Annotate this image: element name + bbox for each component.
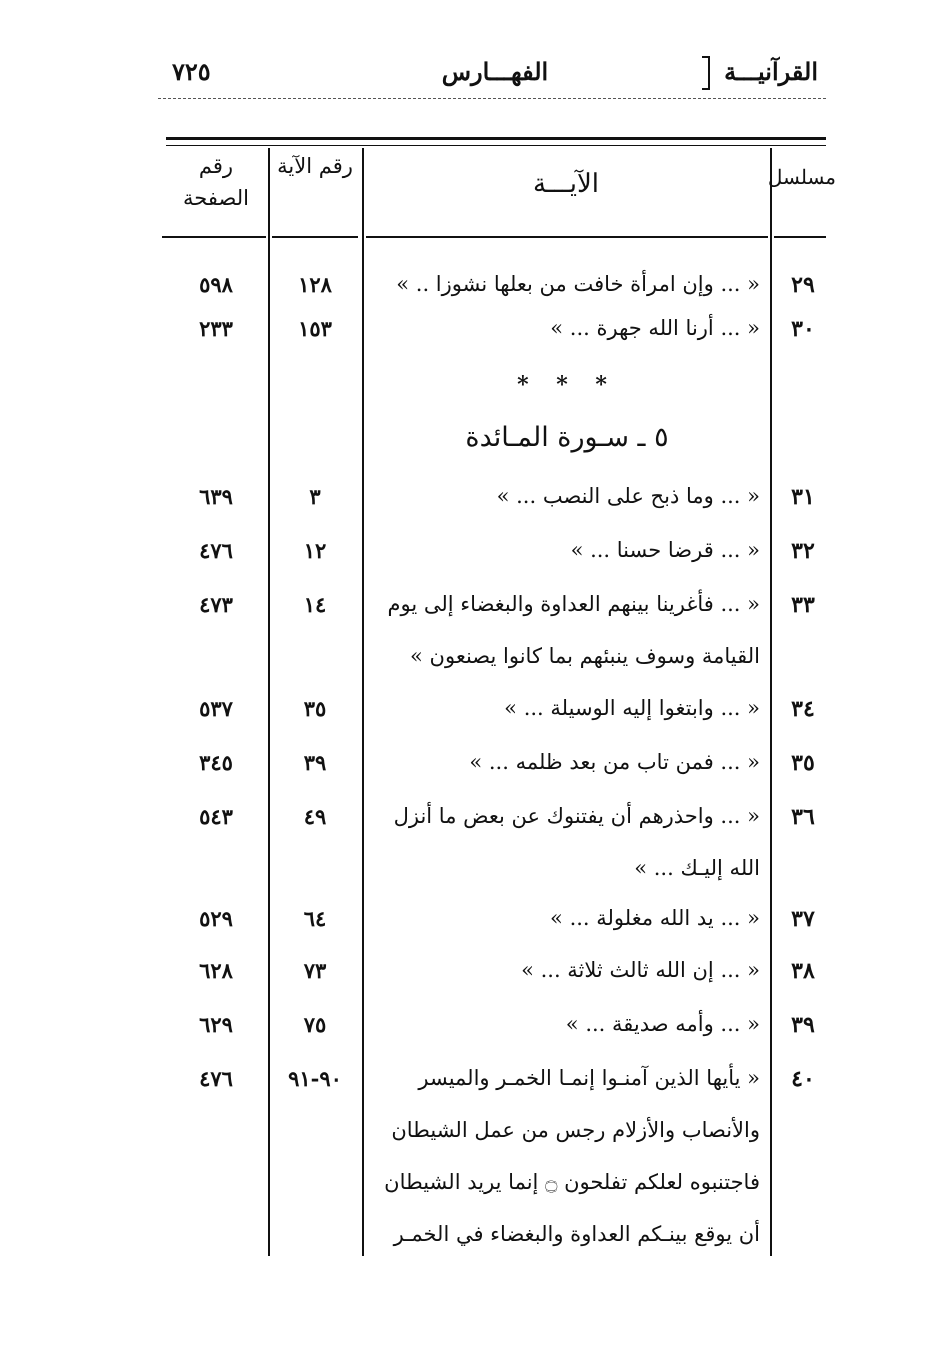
verse-line: والأنصاب والأزلام رجس من عمل الشيطان xyxy=(391,1118,760,1142)
verse-line: « ... قرضا حسنا ... » xyxy=(570,538,760,562)
header-underline-page xyxy=(162,236,266,238)
column-header-page: رقم الصفحة xyxy=(183,154,249,210)
surah-heading: ٥ ـ سـورة المـائدة xyxy=(465,422,669,453)
verse-line: « ... وأمه صديقة ... » xyxy=(565,1012,760,1036)
row-verse xyxy=(374,790,760,894)
verse-line: « ... وإن امرأة خافت من بعلها نشوزا .. » xyxy=(396,272,760,296)
row-page-number: ٦٣٩ xyxy=(199,484,233,509)
row-page-number: ٥٤٣ xyxy=(199,804,233,829)
row-ayah-number: ٤٩ xyxy=(303,804,327,829)
row-ayah-number: ٣٥ xyxy=(303,696,327,721)
row-serial: ٣٦ xyxy=(791,804,815,830)
row-ayah-number: ١٤ xyxy=(303,592,327,617)
row-page-number: ٦٢٨ xyxy=(199,958,233,983)
row-serial: ٣٩ xyxy=(791,1012,815,1038)
row-serial: ٣٧ xyxy=(791,906,815,932)
header-rule xyxy=(158,98,826,99)
row-page-number: ٤٧٦ xyxy=(199,538,233,563)
row-serial: ٤٠ xyxy=(791,1066,815,1092)
table-top-rule-thin xyxy=(166,145,826,146)
verse-line: « ... وابتغوا إليه الوسيلة ... » xyxy=(504,696,760,720)
row-page-number: ٥٢٩ xyxy=(199,906,233,931)
row-ayah-number: ٣ xyxy=(309,484,321,509)
row-verse xyxy=(374,302,760,354)
verse-line: « ... فمن تاب من بعد ظلمه ... » xyxy=(469,750,760,774)
verse-line: الله إليـك ... » xyxy=(634,856,760,880)
row-serial: ٣١ xyxy=(791,484,815,510)
row-page-number: ٤٧٣ xyxy=(199,592,233,617)
row-serial: ٣٨ xyxy=(791,958,815,984)
verse-line: « ... أرنا الله جهرة ... » xyxy=(550,316,760,340)
row-verse xyxy=(374,892,760,944)
column-divider xyxy=(362,148,364,1256)
row-page-number: ٣٤٥ xyxy=(199,750,233,775)
row-ayah-number: ١٢ xyxy=(303,538,327,563)
column-header-verse: الآيـــة xyxy=(532,169,600,199)
section-divider: * * * xyxy=(517,372,617,398)
row-verse xyxy=(374,524,760,576)
row-serial: ٢٩ xyxy=(791,272,815,298)
verse-line: « ... يد الله مغلولة ... » xyxy=(550,906,760,930)
row-verse xyxy=(374,998,760,1050)
running-section-title: الفهـــارس xyxy=(441,57,549,86)
verse-line: « ... واحذرهم أن يفتنوك عن بعض ما أنزل xyxy=(393,804,760,828)
row-verse xyxy=(374,1052,760,1260)
row-verse xyxy=(374,944,760,996)
running-book-title: القرآنيـــة xyxy=(724,57,818,86)
row-serial: ٣٣ xyxy=(791,592,815,618)
verse-line: « ... وما ذبح على النصب ... » xyxy=(496,484,760,508)
row-page-number: ٤٧٦ xyxy=(199,1066,233,1091)
column-header-ayah: رقم الآية xyxy=(277,154,353,178)
row-ayah-number: ٦٤ xyxy=(303,906,327,931)
row-serial: ٣٤ xyxy=(791,696,815,722)
row-serial: ٣٠ xyxy=(791,316,815,342)
running-page-number: ٧٢٥ xyxy=(172,57,211,86)
row-ayah-number: ٩٠-٩١ xyxy=(288,1066,342,1091)
row-ayah-number: ٣٩ xyxy=(303,750,327,775)
row-verse xyxy=(374,470,760,522)
row-page-number: ٢٣٣ xyxy=(199,316,233,341)
row-serial: ٣٢ xyxy=(791,538,815,564)
row-page-number: ٥٩٨ xyxy=(199,272,233,297)
row-ayah-number: ٧٥ xyxy=(303,1012,327,1037)
header-underline-serial xyxy=(774,236,826,238)
verse-line: « يأيها الذين آمنـوا إنمـا الخمـر والميسر xyxy=(418,1066,760,1090)
column-divider xyxy=(770,148,772,1256)
verse-line: أن يوقع بينـكم العداوة والبغضاء في الخمـر xyxy=(393,1222,760,1246)
column-header-serial: مسلسل xyxy=(767,165,836,189)
verse-line: « ... فأغرينا بينهم العداوة والبغضاء إلى يوم xyxy=(387,592,760,616)
header-bracket xyxy=(702,56,710,90)
row-ayah-number: ١٢٨ xyxy=(298,272,332,297)
row-verse xyxy=(374,736,760,788)
verse-line: القيامة وسوف ينبئهم بما كانوا يصنعون » xyxy=(410,644,760,668)
row-page-number: ٦٢٩ xyxy=(199,1012,233,1037)
table-top-rule xyxy=(166,137,826,140)
row-ayah-number: ٧٣ xyxy=(303,958,327,983)
row-verse xyxy=(374,682,760,734)
row-verse xyxy=(374,578,760,682)
header-underline-verse xyxy=(366,236,768,238)
verse-line: فاجتنبوه لعلكم تفلحون ۝ إنما يريد الشيطان xyxy=(384,1170,760,1194)
row-page-number: ٥٣٧ xyxy=(199,696,233,721)
header-underline-ayah xyxy=(272,236,358,238)
row-serial: ٣٥ xyxy=(791,750,815,776)
row-ayah-number: ١٥٣ xyxy=(298,316,332,341)
verse-line: « ... إن الله ثالث ثلاثة ... » xyxy=(521,958,760,982)
